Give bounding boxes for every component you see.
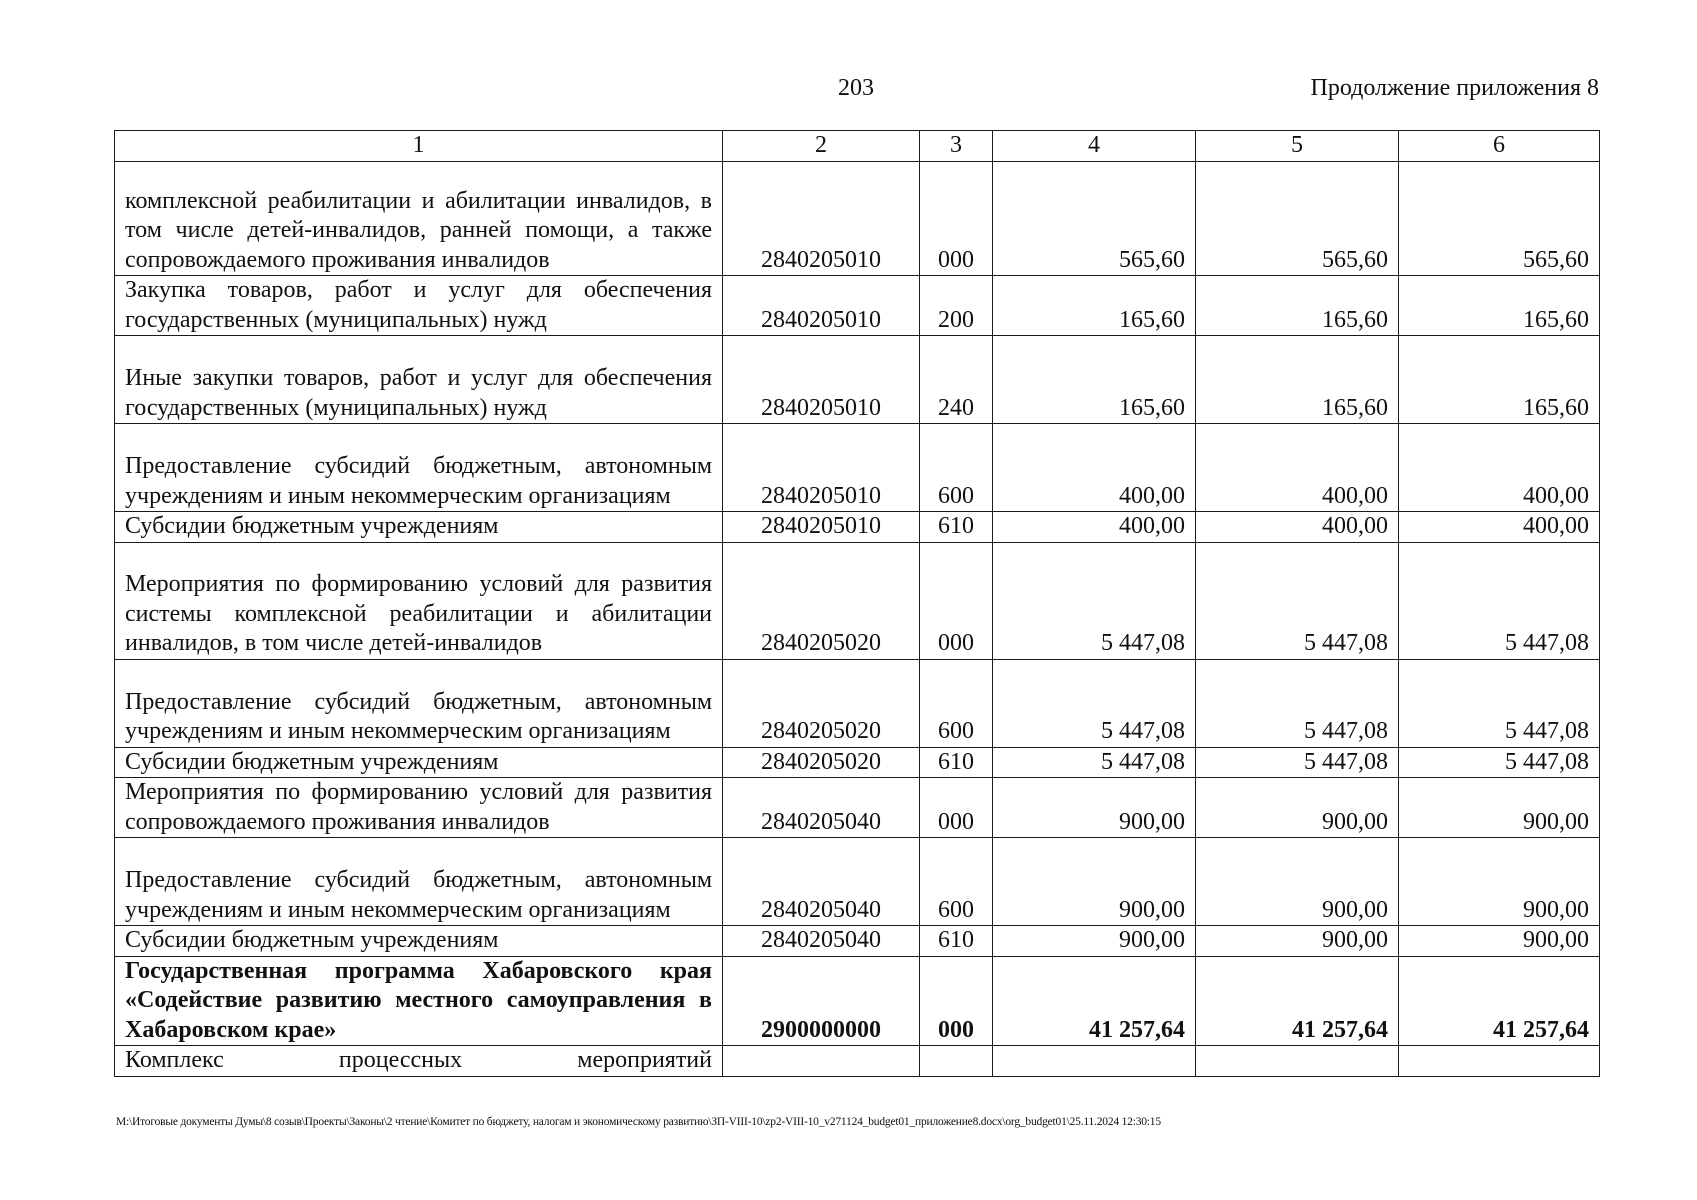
row-expense-type: 600 xyxy=(920,838,993,926)
table-row xyxy=(115,838,1600,926)
row-value-col5: 165,60 xyxy=(1196,336,1399,424)
row-expense-type: 000 xyxy=(920,778,993,838)
row-name: Мероприятия по формированию условий для развития системы комплексной реабилитации и абилитации инвалидов, в том числе детей-инвалидов xyxy=(115,542,723,659)
row-name: Иные закупки товаров, работ и услуг для обеспечения государственных (муниципальных) нужд xyxy=(115,336,723,424)
row-expense-type: 240 xyxy=(920,336,993,424)
row-target-code: 2840205020 xyxy=(723,659,920,747)
row-expense-type: 610 xyxy=(920,747,993,778)
row-target-code: 2840205010 xyxy=(723,424,920,512)
row-value-col6: 5 447,08 xyxy=(1399,747,1600,778)
row-value-col4: 165,60 xyxy=(993,276,1196,336)
column-header-1: 1 xyxy=(115,131,723,162)
row-target-code: 2840205010 xyxy=(723,276,920,336)
row-expense-type: 610 xyxy=(920,512,993,543)
row-name: Предоставление субсидий бюджетным, автономным учреждениям и иным некоммерческим организациям xyxy=(115,659,723,747)
row-expense-type: 000 xyxy=(920,956,993,1046)
row-value-col4: 41 257,64 xyxy=(993,956,1196,1046)
appendix-continuation-label: Продолжение приложения 8 xyxy=(1310,75,1599,101)
row-value-col6: 565,60 xyxy=(1399,162,1600,276)
column-header-6: 6 xyxy=(1399,131,1600,162)
row-value-col6: 5 447,08 xyxy=(1399,659,1600,747)
column-header-5: 5 xyxy=(1196,131,1399,162)
row-value-col6 xyxy=(1399,1046,1600,1077)
row-value-col6: 900,00 xyxy=(1399,778,1600,838)
row-value-col5: 41 257,64 xyxy=(1196,956,1399,1046)
row-value-col4: 400,00 xyxy=(993,424,1196,512)
row-value-col6: 400,00 xyxy=(1399,424,1600,512)
row-target-code: 2840205020 xyxy=(723,542,920,659)
column-header-2: 2 xyxy=(723,131,920,162)
row-name: Мероприятия по формированию условий для развития сопровождаемого проживания инвалидов xyxy=(115,778,723,838)
row-value-col6: 165,60 xyxy=(1399,276,1600,336)
row-expense-type: 200 xyxy=(920,276,993,336)
row-value-col4: 5 447,08 xyxy=(993,659,1196,747)
row-value-col5: 565,60 xyxy=(1196,162,1399,276)
row-value-col5: 165,60 xyxy=(1196,276,1399,336)
row-value-col5 xyxy=(1196,1046,1399,1077)
row-target-code: 2900000000 xyxy=(723,956,920,1046)
row-name: Субсидии бюджетным учреждениям xyxy=(115,512,723,543)
row-name: Государственная программа Хабаровского края «Содействие развитию местного самоуправления в Хабаровском крае» xyxy=(115,956,723,1046)
row-target-code: 2840205040 xyxy=(723,778,920,838)
table-row xyxy=(115,659,1600,747)
row-value-col4 xyxy=(993,1046,1196,1077)
table-row-program-total xyxy=(115,956,1600,1046)
row-value-col4: 400,00 xyxy=(993,512,1196,543)
row-expense-type: 600 xyxy=(920,659,993,747)
row-value-col6: 5 447,08 xyxy=(1399,542,1600,659)
table-row xyxy=(115,747,1600,778)
table-row xyxy=(115,1046,1600,1077)
table-row xyxy=(115,512,1600,543)
column-header-3: 3 xyxy=(920,131,993,162)
row-expense-type: 000 xyxy=(920,542,993,659)
row-expense-type: 610 xyxy=(920,926,993,957)
row-target-code: 2840205020 xyxy=(723,747,920,778)
row-target-code: 2840205040 xyxy=(723,838,920,926)
row-value-col5: 5 447,08 xyxy=(1196,659,1399,747)
row-name: Комплекс процессных мероприятий xyxy=(115,1046,723,1077)
row-name: Закупка товаров, работ и услуг для обеспечения государственных (муниципальных) нужд xyxy=(115,276,723,336)
row-value-col5: 400,00 xyxy=(1196,512,1399,543)
row-target-code: 2840205010 xyxy=(723,336,920,424)
row-value-col5: 5 447,08 xyxy=(1196,542,1399,659)
row-value-col4: 900,00 xyxy=(993,778,1196,838)
row-value-col5: 900,00 xyxy=(1196,778,1399,838)
row-value-col6: 900,00 xyxy=(1399,838,1600,926)
row-target-code: 2840205040 xyxy=(723,926,920,957)
row-target-code: 2840205010 xyxy=(723,512,920,543)
row-expense-type xyxy=(920,1046,993,1077)
row-name: Субсидии бюджетным учреждениям xyxy=(115,747,723,778)
table-row xyxy=(115,276,1600,336)
row-value-col5: 900,00 xyxy=(1196,926,1399,957)
page-number: 203 xyxy=(838,75,874,101)
row-name: Предоставление субсидий бюджетным, автономным учреждениям и иным некоммерческим организациям xyxy=(115,838,723,926)
table-row xyxy=(115,424,1600,512)
budget-table xyxy=(114,130,1600,1077)
row-value-col5: 900,00 xyxy=(1196,838,1399,926)
row-value-col5: 400,00 xyxy=(1196,424,1399,512)
row-value-col4: 165,60 xyxy=(993,336,1196,424)
row-expense-type: 600 xyxy=(920,424,993,512)
row-name: Субсидии бюджетным учреждениям xyxy=(115,926,723,957)
row-value-col6: 165,60 xyxy=(1399,336,1600,424)
document-file-path: M:\Итоговые документы Думы\8 созыв\Проекты\Законы\2 чтение\Комитет по бюджету, налогам и экономическому развитию\ЗП-VIII-10\zp2-VIII-10_v271124_budget01_приложение8.docx\org_budget01\25.11.2024 12:30:15 xyxy=(116,1116,1161,1128)
row-name: комплексной реабилитации и абилитации инвалидов, в том числе детей-инвалидов, ранней помощи, а также сопровождаемого проживания инвалидов xyxy=(115,162,723,276)
column-header-4: 4 xyxy=(993,131,1196,162)
row-value-col6: 41 257,64 xyxy=(1399,956,1600,1046)
row-value-col6: 400,00 xyxy=(1399,512,1600,543)
table-row xyxy=(115,542,1600,659)
column-number-row xyxy=(115,131,1600,162)
row-value-col4: 565,60 xyxy=(993,162,1196,276)
row-value-col6: 900,00 xyxy=(1399,926,1600,957)
row-name: Предоставление субсидий бюджетным, автономным учреждениям и иным некоммерческим организациям xyxy=(115,424,723,512)
table-row xyxy=(115,162,1600,276)
row-value-col4: 5 447,08 xyxy=(993,542,1196,659)
table-row xyxy=(115,926,1600,957)
row-target-code: 2840205010 xyxy=(723,162,920,276)
table-row xyxy=(115,778,1600,838)
row-expense-type: 000 xyxy=(920,162,993,276)
row-value-col4: 900,00 xyxy=(993,926,1196,957)
row-target-code xyxy=(723,1046,920,1077)
row-value-col4: 5 447,08 xyxy=(993,747,1196,778)
row-value-col4: 900,00 xyxy=(993,838,1196,926)
table-row xyxy=(115,336,1600,424)
row-value-col5: 5 447,08 xyxy=(1196,747,1399,778)
